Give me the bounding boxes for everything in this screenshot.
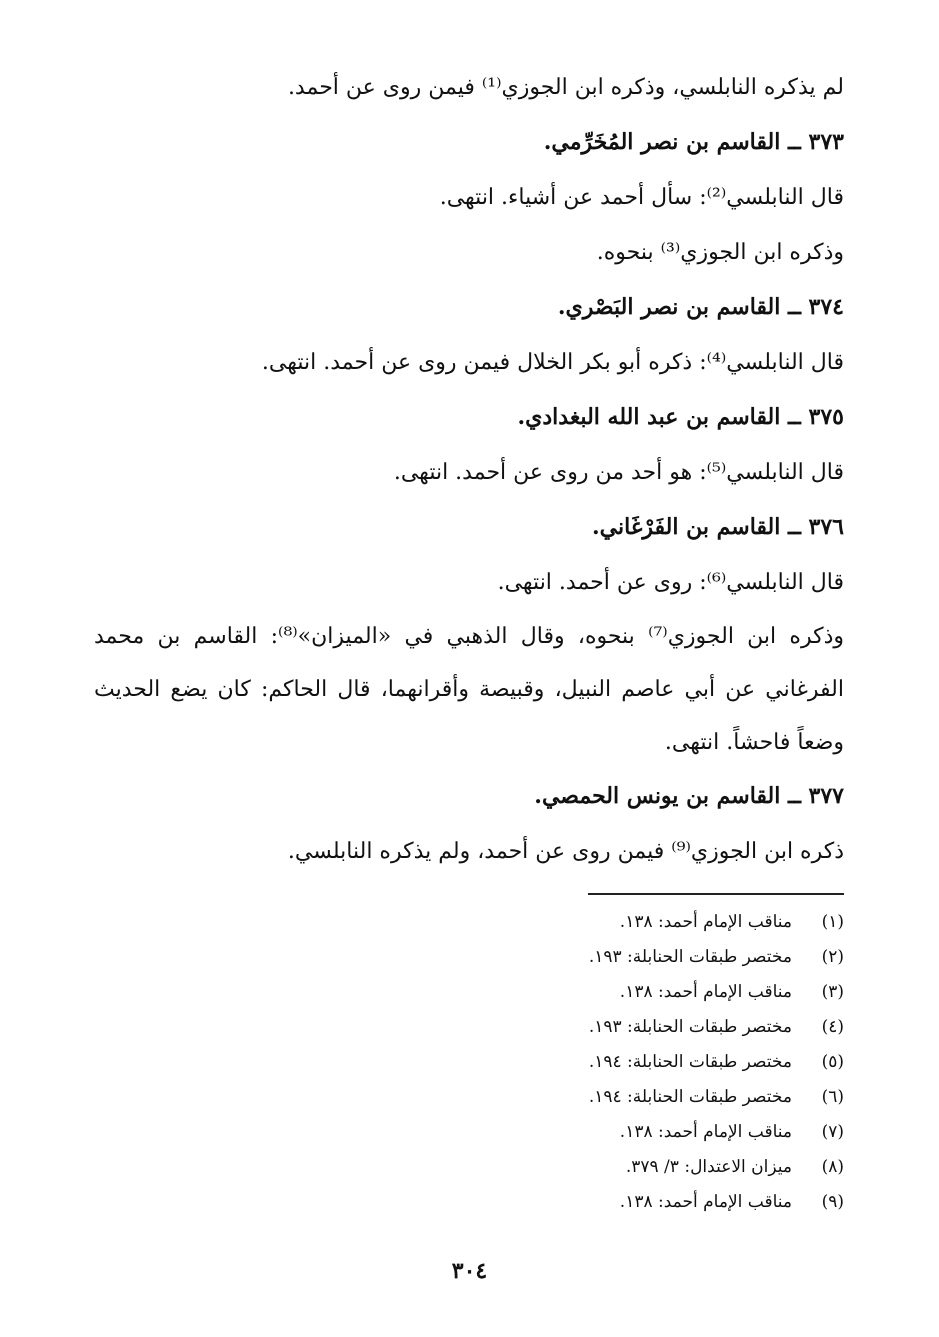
footnote-text: مختصر طبقات الحنابلة: ١٩٣. bbox=[588, 947, 792, 967]
footnote-number: (٧) bbox=[821, 1122, 844, 1142]
entry-heading-376: ٣٧٦ ــ القاسم بن الفَرْغَاني. bbox=[592, 514, 844, 540]
paragraph: قال النابلسي⁽⁵⁾: هو أحد من روى عن أحمد. انتهى. bbox=[393, 460, 844, 485]
footnote-text: مناقب الإمام أحمد: ١٣٨. bbox=[619, 1192, 792, 1212]
footnote-number: (٢) bbox=[821, 947, 844, 967]
footnote-text: مختصر طبقات الحنابلة: ١٩٣. bbox=[588, 1017, 792, 1037]
paragraph: ذكره ابن الجوزي⁽⁹⁾ فيمن روى عن أحمد، ولم يذكره النابلسي. bbox=[287, 839, 844, 864]
paragraph: قال النابلسي⁽⁴⁾: ذكره أبو بكر الخلال فيمن روى عن أحمد. انتهى. bbox=[261, 350, 844, 375]
entry-heading-377: ٣٧٧ ــ القاسم بن يونس الحمصي. bbox=[534, 783, 844, 809]
footnote-text: مختصر طبقات الحنابلة: ١٩٤. bbox=[588, 1052, 792, 1072]
footnote-number: (٤) bbox=[821, 1017, 844, 1037]
footnotes bbox=[94, 893, 844, 1220]
footnote bbox=[94, 1010, 844, 1045]
footnote bbox=[94, 975, 844, 1010]
footnote-text: مختصر طبقات الحنابلة: ١٩٤. bbox=[588, 1087, 792, 1107]
footnote-number: (١) bbox=[821, 912, 844, 932]
footnote-text: مناقب الإمام أحمد: ١٣٨. bbox=[619, 1122, 792, 1142]
footnote bbox=[94, 905, 844, 940]
footnote bbox=[94, 940, 844, 975]
entry-heading-375: ٣٧٥ ــ القاسم بن عبد الله البغدادي. bbox=[517, 404, 844, 430]
footnote-number: (٩) bbox=[821, 1192, 844, 1212]
footnote-number: (٥) bbox=[821, 1052, 844, 1072]
main-text bbox=[94, 60, 844, 879]
page-number: ٣٠٤ bbox=[451, 1258, 488, 1284]
paragraph: قال النابلسي⁽⁶⁾: روى عن أحمد. انتهى. bbox=[497, 570, 844, 595]
footnote bbox=[94, 1115, 844, 1150]
entry-heading-374: ٣٧٤ ــ القاسم بن نصر البَصْري. bbox=[557, 294, 844, 320]
footnote-number: (٣) bbox=[821, 982, 844, 1002]
footnote bbox=[94, 1045, 844, 1080]
paragraph: وذكره ابن الجوزي⁽³⁾ بنحوه. bbox=[596, 240, 844, 265]
paragraph: لم يذكره النابلسي، وذكره ابن الجوزي⁽¹⁾ فيمن روى عن أحمد. bbox=[287, 75, 844, 100]
entry-heading-373: ٣٧٣ ــ القاسم بن نصر المُخَرِّمي. bbox=[543, 129, 844, 155]
footnote bbox=[94, 1080, 844, 1115]
footnote bbox=[94, 1150, 844, 1185]
footnote-text: ميزان الاعتدال: ٣/ ٣٧٩. bbox=[625, 1157, 792, 1177]
paragraph: قال النابلسي⁽²⁾: سأل أحمد عن أشياء. انتهى. bbox=[439, 185, 844, 210]
footnote-text: مناقب الإمام أحمد: ١٣٨. bbox=[619, 982, 792, 1002]
footnote-text: مناقب الإمام أحمد: ١٣٨. bbox=[619, 912, 792, 932]
footnote-separator bbox=[588, 893, 844, 895]
footnote-number: (٦) bbox=[821, 1087, 844, 1107]
footnote bbox=[94, 1185, 844, 1220]
paragraph: وذكره ابن الجوزي⁽⁷⁾ بنحوه، وقال الذهبي في «الميزان»⁽⁸⁾: القاسم بن محمد الفرغاني عن أبي عاصم النبيل، وقبيصة وأقرانهما، قال الحاكم: كان يضع الحديث وضعاً فاحشاً. انتهى. bbox=[94, 624, 844, 755]
footnote-number: (٨) bbox=[821, 1157, 844, 1177]
